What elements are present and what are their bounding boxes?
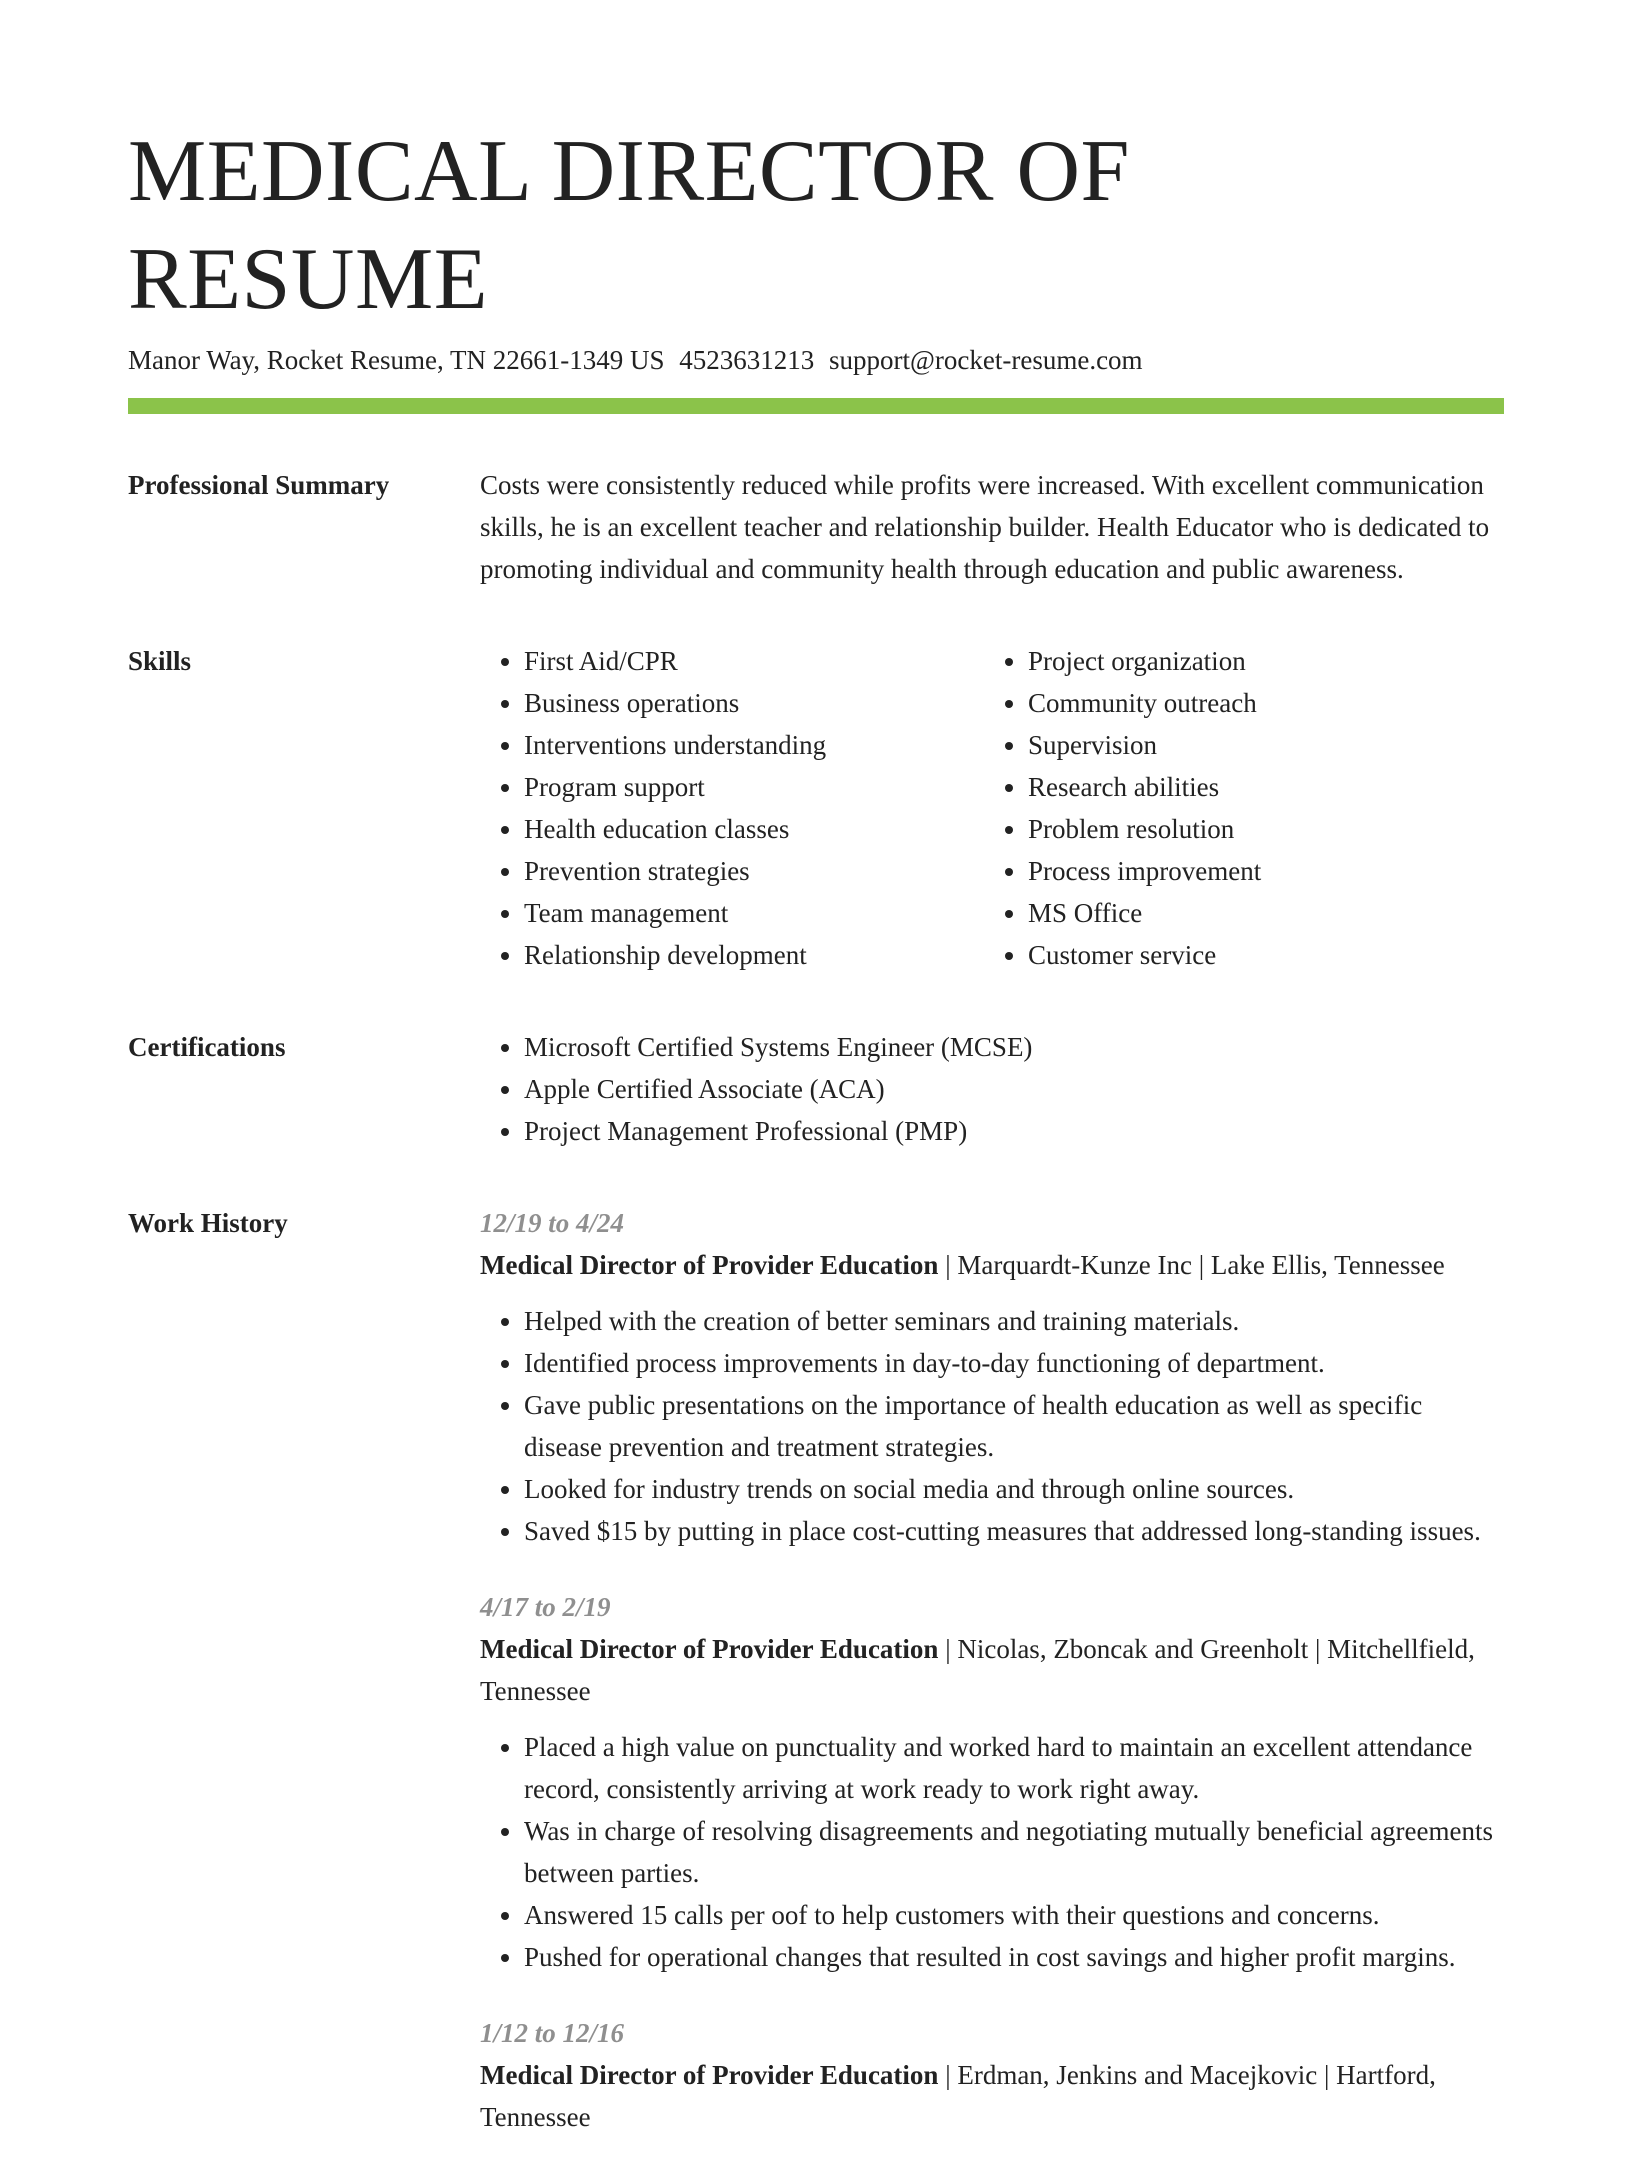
skill-item: • First Aid/CPR: [524, 640, 984, 682]
job-bullet: • Looked for industry trends on social media and through online sources.: [524, 1468, 1504, 1510]
skill-item: • Problem resolution: [1028, 808, 1488, 850]
skills-list-left: [480, 640, 984, 976]
skill-item: • Program support: [524, 766, 984, 808]
job-bullet: • Answered 15 calls per oof to help customers with their questions and concerns.: [524, 1894, 1504, 1936]
job-bullet: • Was in charge of resolving disagreements and negotiating mutually beneficial agreements between parties.: [524, 1810, 1504, 1894]
job-title: Medical Director of Provider Education: [480, 2060, 939, 2090]
skill-item: • Process improvement: [1028, 850, 1488, 892]
job-details: | Erdman, Jenkins and Macejkovic | Hartford, Tennessee: [480, 2060, 1436, 2132]
summary-text: Costs were consistently reduced while profits were increased. With excellent communication skills, he is an excellent teacher and relationship builder. Health Educator who is dedicated to promoting individual and community health through education and public awareness.: [480, 470, 1490, 584]
job-details: | Marquardt-Kunze Inc | Lake Ellis, Tennessee: [938, 1250, 1445, 1280]
job-bullets: [480, 1726, 1504, 1978]
job-date: 12/19 to 4/24: [480, 1208, 625, 1238]
contact-address: Manor Way, Rocket Resume, TN 22661-1349 US: [128, 345, 665, 375]
job-bullet: • Identified process improvements in day-to-day functioning of department.: [524, 1342, 1504, 1384]
job-header: [480, 1628, 1504, 1712]
resume-page: [128, 0, 1504, 2172]
certification-item: • Microsoft Certified Systems Engineer (MCSE): [524, 1026, 1504, 1068]
work-history-heading: Work History: [128, 1208, 288, 1238]
job-title: Medical Director of Provider Education: [480, 1634, 939, 1664]
certifications-section: [128, 1026, 1504, 1152]
job-header: [480, 1244, 1504, 1286]
skills-section: [128, 640, 1504, 976]
summary-section: [128, 464, 1504, 590]
job-bullet: • Saved $15 by putting in place cost-cutting measures that addressed long-standing issues.: [524, 1510, 1504, 1552]
certification-item: • Apple Certified Associate (ACA): [524, 1068, 1504, 1110]
job-title: Medical Director of Provider Education: [480, 1250, 939, 1280]
job-bullet: • Placed a high value on punctuality and worked hard to maintain an excellent attendance record, consistently arriving at work ready to work right away.: [524, 1726, 1504, 1810]
job-bullets: [480, 1300, 1504, 1552]
contact-line: [128, 342, 1504, 378]
skill-item: • Interventions understanding: [524, 724, 984, 766]
skill-item: • Community outreach: [1028, 682, 1488, 724]
job-date: 1/12 to 12/16: [480, 2018, 625, 2048]
skill-item: • Team management: [524, 892, 984, 934]
skill-item: • Project organization: [1028, 640, 1488, 682]
header-divider: [128, 398, 1504, 414]
skills-heading: Skills: [128, 646, 192, 676]
job-date: 4/17 to 2/19: [480, 1592, 611, 1622]
skill-item: • Customer service: [1028, 934, 1488, 976]
work-history-section: [128, 1202, 1504, 2172]
resume-name: MEDICAL DIRECTOR OF RESUME: [128, 123, 1130, 328]
job-bullet: • Helped with the creation of better seminars and training materials.: [524, 1300, 1504, 1342]
job-entry: [480, 1586, 1504, 1978]
skill-item: • Health education classes: [524, 808, 984, 850]
certifications-heading: Certifications: [128, 1032, 286, 1062]
skill-item: • Prevention strategies: [524, 850, 984, 892]
certification-item: • Project Management Professional (PMP): [524, 1110, 1504, 1152]
certifications-list: [480, 1026, 1504, 1152]
skill-item: • Research abilities: [1028, 766, 1488, 808]
skill-item: • MS Office: [1028, 892, 1488, 934]
job-entry: [480, 1202, 1504, 1552]
contact-email: support@rocket-resume.com: [829, 345, 1143, 375]
summary-heading: Professional Summary: [128, 470, 390, 500]
job-bullet: • Gave public presentations on the importance of health education as well as specific disease prevention and treatment strategies.: [524, 1384, 1504, 1468]
job-entry: [480, 2012, 1504, 2138]
job-details: | Nicolas, Zboncak and Greenholt | Mitchellfield, Tennessee: [480, 1634, 1475, 1706]
job-bullet: • Pushed for operational changes that resulted in cost savings and higher profit margins.: [524, 1936, 1504, 1978]
contact-phone: 4523631213: [679, 345, 815, 375]
skill-item: • Supervision: [1028, 724, 1488, 766]
skill-item: • Relationship development: [524, 934, 984, 976]
skill-item: • Business operations: [524, 682, 984, 724]
skills-list-right: [984, 640, 1488, 976]
job-header: [480, 2054, 1504, 2138]
